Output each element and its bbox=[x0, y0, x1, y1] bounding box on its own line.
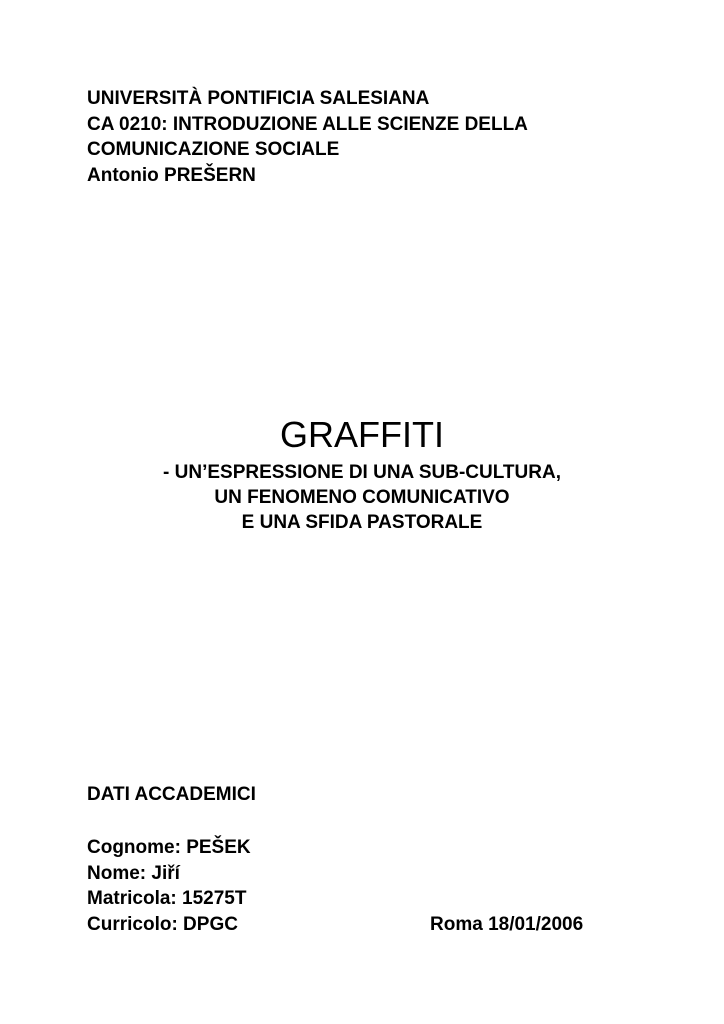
subtitle-line-2: UN FENOMENO COMUNICATIVO bbox=[214, 487, 510, 508]
course-title-line-1: CA 0210: INTRODUZIONE ALLE SCIENZE DELLA bbox=[87, 113, 528, 135]
course-title-line-2: COMUNICAZIONE SOCIALE bbox=[87, 139, 340, 160]
section-title: DATI ACCADEMICI bbox=[87, 784, 256, 805]
professor-name: Antonio PREŠERN bbox=[87, 164, 256, 186]
curriculum-row bbox=[87, 912, 627, 938]
document-header bbox=[87, 86, 528, 188]
curriculum-field: Curricolo: DPGC bbox=[87, 913, 238, 935]
title-block bbox=[0, 410, 724, 535]
surname-field: Cognome: PEŠEK bbox=[87, 837, 251, 858]
subtitle-line-1: - UN’ESPRESSIONE DI UNA SUB-CULTURA, bbox=[163, 462, 561, 483]
name-field: Nome: Jiří bbox=[87, 862, 180, 884]
subtitle-line-3: E UNA SFIDA PASTORALE bbox=[241, 512, 483, 533]
university-name: UNIVERSITÀ PONTIFICIA SALESIANA bbox=[87, 88, 430, 109]
academic-data-section bbox=[87, 782, 627, 937]
main-title: GRAFFITI bbox=[280, 414, 444, 455]
place-date: Roma 18/01/2006 bbox=[430, 913, 584, 935]
student-id-field: Matricola: 15275T bbox=[87, 888, 247, 909]
